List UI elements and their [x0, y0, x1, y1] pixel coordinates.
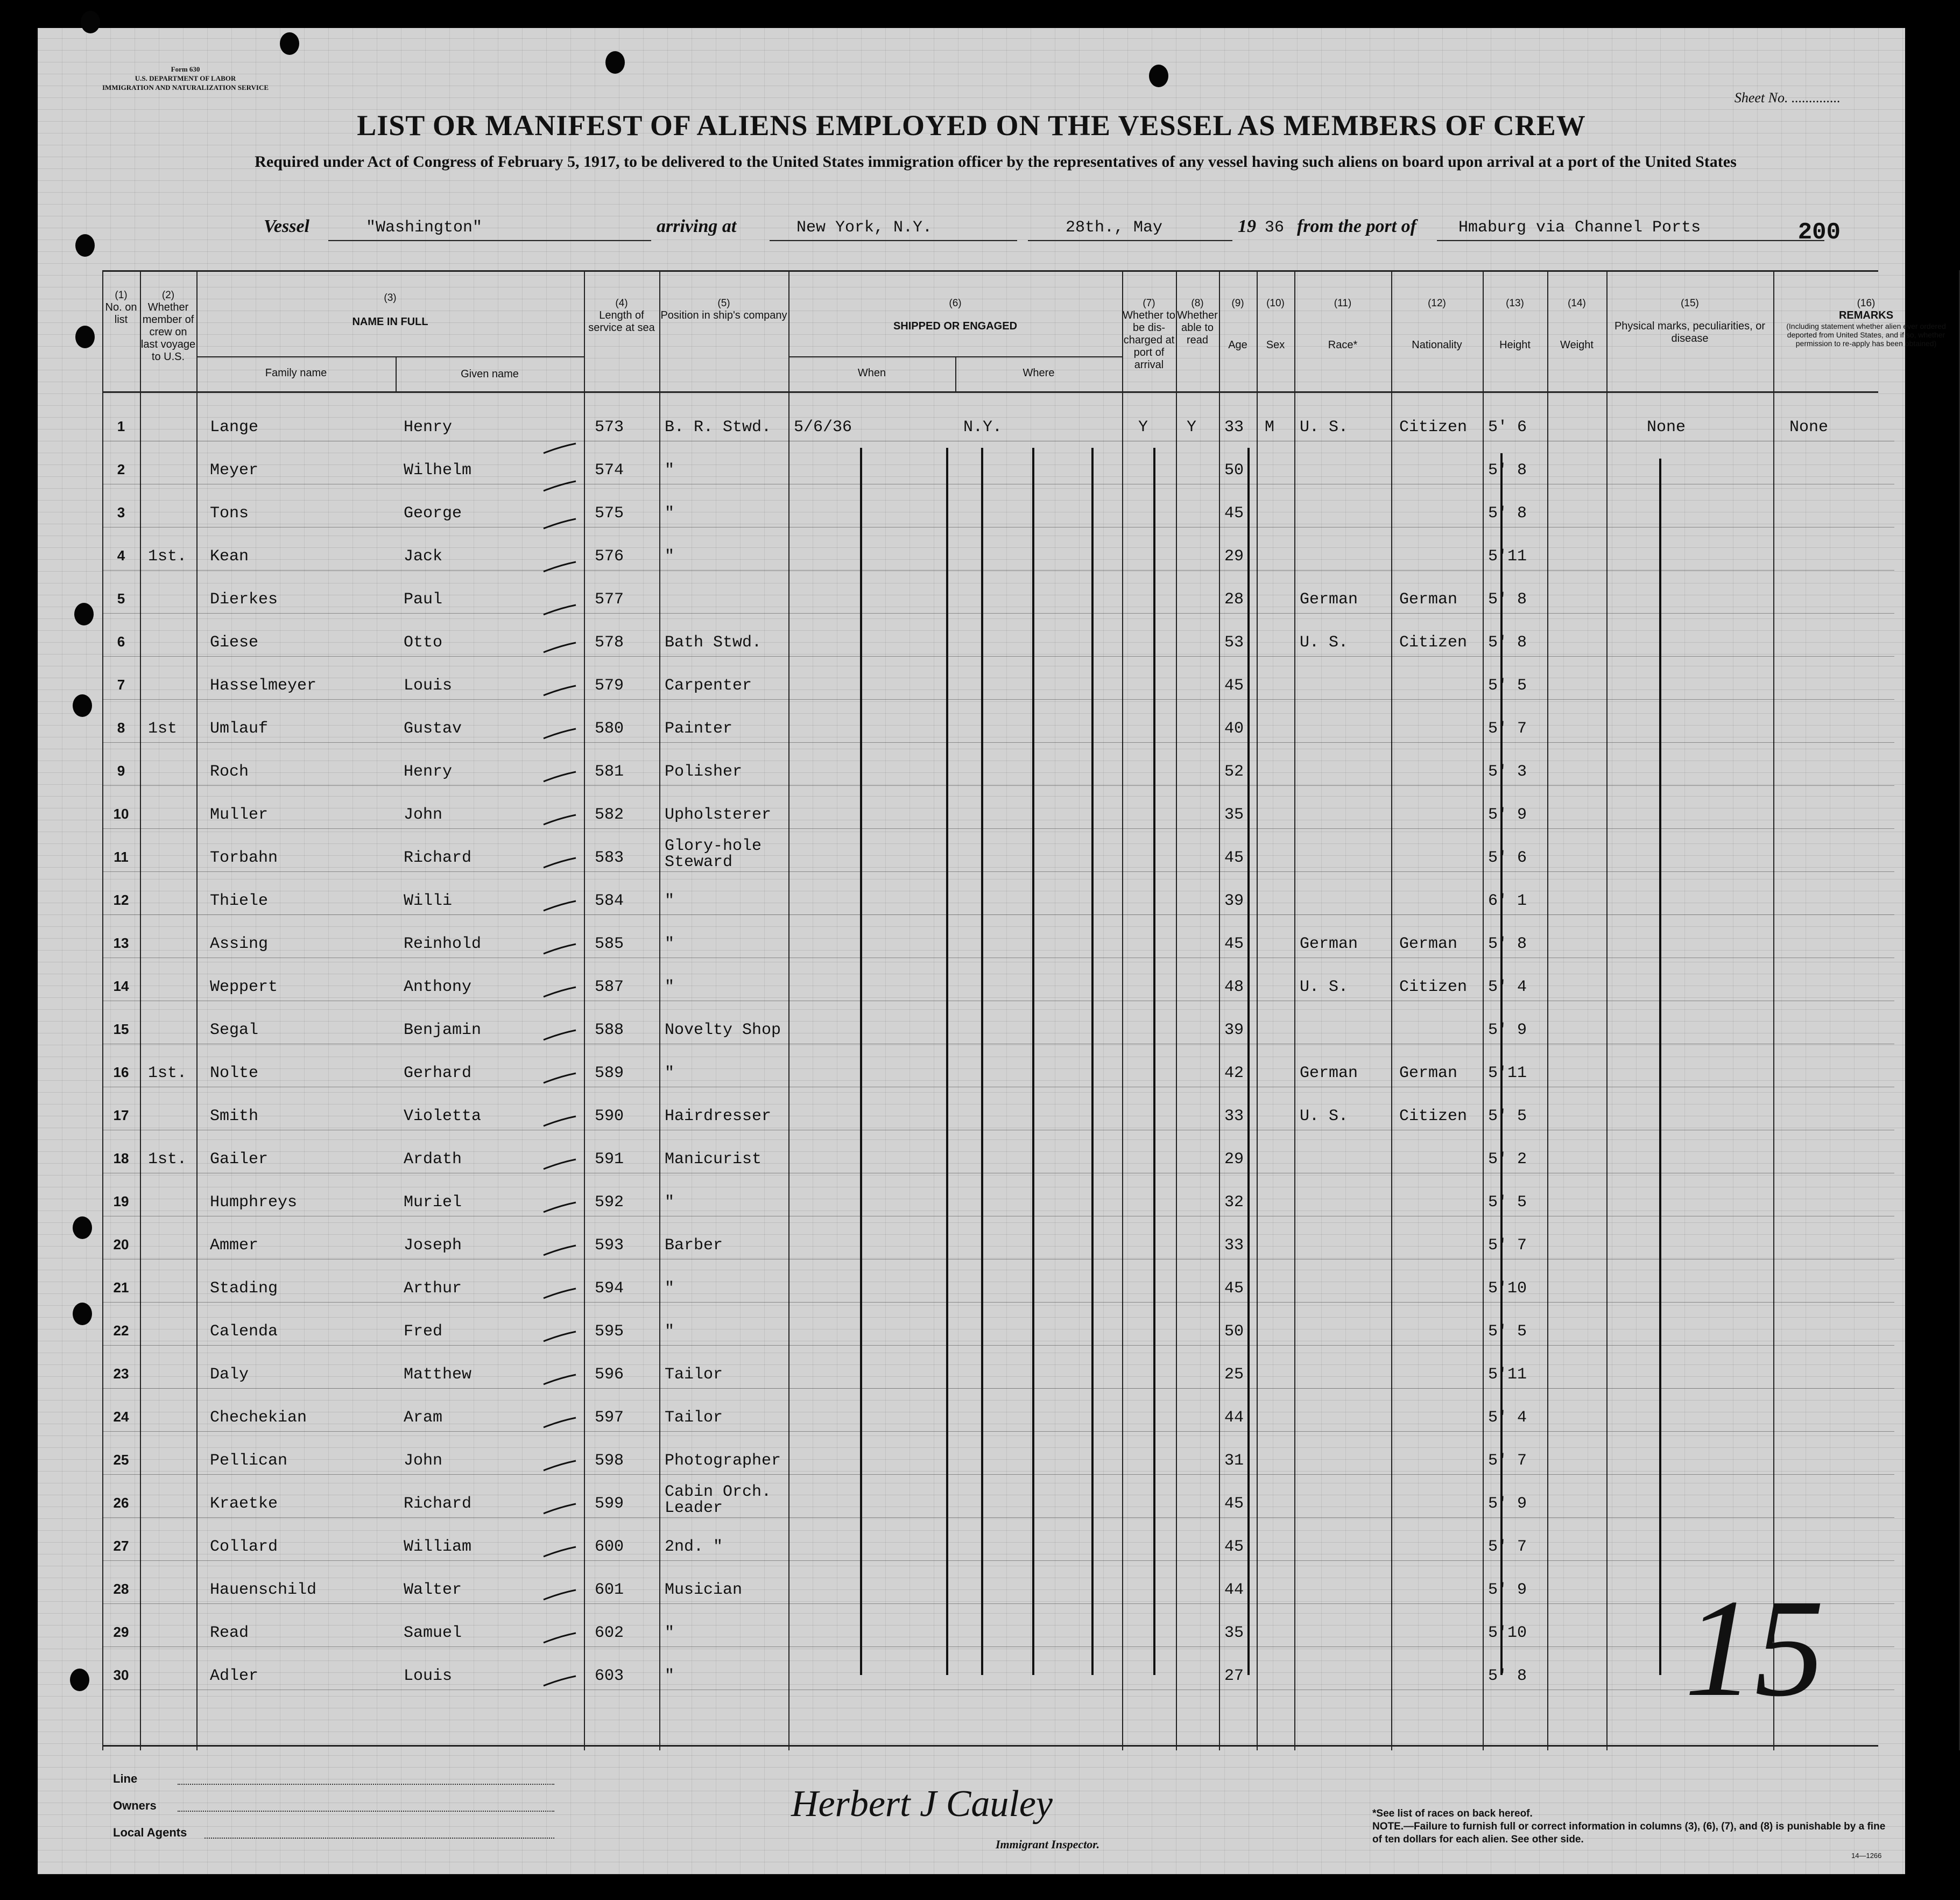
page-title: LIST OR MANIFEST OF ALIENS EMPLOYED ON THE VESSEL AS MEMBERS OF CREW: [357, 109, 1586, 142]
cell-family: Umlauf: [210, 720, 269, 738]
cell-family: Weppert: [210, 978, 278, 996]
cell-position: ": [665, 892, 675, 910]
cell-position: ": [665, 1064, 675, 1082]
cell-no: 8: [117, 720, 125, 736]
cell-given: Gerhard: [404, 1064, 472, 1082]
owners-label: Owners: [113, 1799, 157, 1812]
cell-service: 591: [595, 1150, 624, 1169]
cell-height: 5' 3: [1488, 763, 1527, 781]
cell-race: U. S.: [1300, 634, 1349, 652]
cell-age: 39: [1224, 892, 1244, 910]
cell-no: 21: [113, 1279, 129, 1296]
punch-hole: [75, 234, 95, 257]
cell-service: 590: [595, 1107, 624, 1125]
cell-no: 10: [113, 806, 129, 822]
cell-no: 19: [113, 1193, 129, 1209]
punch-hole: [73, 1303, 92, 1325]
cell-given: John: [404, 806, 443, 824]
cell-no: 25: [113, 1452, 129, 1468]
cell-service: 596: [595, 1366, 624, 1384]
cell-family: Daly: [210, 1366, 249, 1384]
cell-nationality: Citizen: [1399, 418, 1468, 437]
cell-race: U. S.: [1300, 978, 1349, 996]
cell-family: Hasselmeyer: [210, 677, 317, 695]
cell-given: Joseph: [404, 1236, 462, 1255]
cell-last: 1st.: [148, 547, 187, 566]
races-note: *See list of races on back hereof.: [1372, 1808, 1533, 1819]
cell-no: 24: [113, 1409, 129, 1425]
form-code: 14—1266: [1851, 1852, 1882, 1860]
cell-no: 16: [113, 1064, 129, 1080]
punch-hole: [70, 1669, 89, 1691]
cell-given: Richard: [404, 1495, 472, 1513]
punch-hole: [1149, 65, 1168, 87]
cell-no: 3: [117, 504, 125, 520]
cell-family: Calenda: [210, 1322, 278, 1341]
cell-position: ": [665, 935, 675, 953]
sheet-no-label: Sheet No. ..............: [1734, 90, 1841, 105]
cell-last: 1st: [148, 720, 178, 738]
cell-position: Hairdresser: [665, 1107, 772, 1125]
form-number: Form 630: [171, 65, 200, 73]
cell-no: 1: [117, 418, 125, 434]
cell-given: Violetta: [404, 1107, 482, 1125]
header-discharged: (7) Whether to be dis-charged at port of arrival: [1123, 298, 1175, 371]
cell-given: Aram: [404, 1409, 443, 1427]
cell-no: 30: [113, 1667, 129, 1683]
cell-given: Otto: [404, 634, 443, 652]
cell-age: 29: [1224, 1150, 1244, 1169]
cell-service: 601: [595, 1581, 624, 1599]
cell-given: Wilhelm: [404, 461, 472, 480]
cell-height: 5' 4: [1488, 1409, 1527, 1427]
cell-given: Muriel: [404, 1193, 462, 1212]
cell-height: 5' 5: [1488, 1107, 1527, 1125]
header-when: When: [857, 367, 886, 379]
handwritten-marks: [38, 28, 1905, 1874]
cell-service: 589: [595, 1064, 624, 1082]
cell-age: 44: [1224, 1409, 1244, 1427]
cell-height: 5' 8: [1488, 935, 1527, 953]
cell-family: Roch: [210, 763, 249, 781]
cell-service: 580: [595, 720, 624, 738]
cell-marks: None: [1647, 418, 1686, 437]
cell-age: 40: [1224, 720, 1244, 738]
cell-position: Glory-hole Steward: [665, 837, 762, 871]
cell-service: 581: [595, 763, 624, 781]
cell-given: Arthur: [404, 1279, 462, 1298]
cell-age: 45: [1224, 677, 1244, 695]
arrival-date: 28th., May: [1066, 219, 1163, 237]
cell-service: 579: [595, 677, 624, 695]
cell-age: 28: [1224, 590, 1244, 609]
cell-family: Adler: [210, 1667, 259, 1685]
cell-family: Torbahn: [210, 849, 278, 867]
cell-given: Matthew: [404, 1366, 472, 1384]
cell-position: ": [665, 1322, 675, 1341]
cell-given: Louis: [404, 1667, 453, 1685]
cell-no: 9: [117, 763, 125, 779]
cell-height: 5' 8: [1488, 504, 1527, 523]
cell-height: 5'11: [1488, 547, 1527, 566]
cell-height: 5' 4: [1488, 978, 1527, 996]
punch-hole: [280, 32, 299, 55]
cell-no: 7: [117, 677, 125, 693]
cell-service: 583: [595, 849, 624, 867]
cell-position: ": [665, 1193, 675, 1212]
header-length-of-service: (4) Length of service at sea: [588, 298, 655, 334]
cell-service: 595: [595, 1322, 624, 1341]
cell-read: Y: [1187, 418, 1197, 437]
cell-service: 578: [595, 634, 624, 652]
cell-no: 23: [113, 1366, 129, 1382]
header-last-voyage: (2) Whether member of crew on last voyage to U.S.: [140, 290, 196, 363]
cell-given: Ardath: [404, 1150, 462, 1169]
cell-given: Richard: [404, 849, 472, 867]
cell-family: Stading: [210, 1279, 278, 1298]
cell-age: 42: [1224, 1064, 1244, 1082]
header-family-name: Family name: [265, 367, 327, 379]
cell-height: 6' 1: [1488, 892, 1527, 910]
cell-position: ": [665, 547, 675, 566]
cell-no: 6: [117, 634, 125, 650]
cell-no: 5: [117, 590, 125, 607]
cell-height: 5' 9: [1488, 806, 1527, 824]
page-subtitle: Required under Act of Congress of February 5, 1917, to be delivered to the United States immigration officer by the representatives of any vessel having such aliens on board upon arrival at a port of the United States: [255, 153, 1737, 171]
cell-service: 592: [595, 1193, 624, 1212]
header-name-in-full: (3) NAME IN FULL: [352, 292, 428, 328]
cell-age: 45: [1224, 1495, 1244, 1513]
cell-age: 45: [1224, 1538, 1244, 1556]
cell-no: 13: [113, 935, 129, 951]
cell-given: Anthony: [404, 978, 472, 996]
cell-position: Painter: [665, 720, 733, 738]
cell-height: 5'10: [1488, 1624, 1527, 1642]
header-where: Where: [1023, 367, 1055, 379]
cell-family: Smith: [210, 1107, 259, 1125]
header-sex: (10) Sex: [1266, 298, 1285, 351]
from-port: Hmaburg via Channel Ports: [1458, 219, 1701, 237]
cell-race: German: [1300, 1064, 1358, 1082]
cell-age: 45: [1224, 849, 1244, 867]
cell-given: Reinhold: [404, 935, 482, 953]
cell-age: 25: [1224, 1366, 1244, 1384]
cell-service: 593: [595, 1236, 624, 1255]
cell-race: German: [1300, 935, 1358, 953]
footer-note: [1372, 1807, 1889, 1846]
header-weight: (14) Weight: [1560, 298, 1594, 351]
cell-height: 5' 7: [1488, 1538, 1527, 1556]
cell-nationality: Citizen: [1399, 634, 1468, 652]
year-suffix: 36: [1265, 219, 1285, 237]
cell-service: 598: [595, 1452, 624, 1470]
cell-height: 5'11: [1488, 1366, 1527, 1384]
cell-service: 602: [595, 1624, 624, 1642]
header-position: (5) Position in ship's company: [660, 298, 787, 321]
cell-age: 50: [1224, 461, 1244, 480]
cell-remarks: None: [1789, 418, 1829, 437]
cell-family: Collard: [210, 1538, 278, 1556]
cell-family: Segal: [210, 1021, 259, 1039]
cell-family: Dierkes: [210, 590, 278, 609]
cell-height: 5'11: [1488, 1064, 1527, 1082]
local-agents-label: Local Agents: [113, 1826, 187, 1839]
cell-height: 5' 5: [1488, 677, 1527, 695]
cell-where: N.Y.: [963, 418, 1003, 437]
cell-position: Upholsterer: [665, 806, 772, 824]
cell-no: 2: [117, 461, 125, 477]
cell-height: 5' 2: [1488, 1150, 1527, 1169]
cell-service: 575: [595, 504, 624, 523]
cell-position: Photographer: [665, 1452, 781, 1470]
header-height: (13) Height: [1499, 298, 1531, 351]
cell-when: 5/6/36: [794, 418, 852, 437]
cell-family: Giese: [210, 634, 259, 652]
cell-height: 5'10: [1488, 1279, 1527, 1298]
arriving-label: arriving at: [657, 216, 737, 236]
manifest-sheet: [38, 28, 1946, 1874]
cell-position: 2nd. ": [665, 1538, 723, 1556]
cell-family: Ammer: [210, 1236, 259, 1255]
cell-service: 585: [595, 935, 624, 953]
from-port-label: from the port of: [1297, 216, 1416, 236]
header-race: (11) Race*: [1328, 298, 1358, 351]
cell-age: 32: [1224, 1193, 1244, 1212]
cell-given: John: [404, 1452, 443, 1470]
cell-given: Walter: [404, 1581, 462, 1599]
cell-given: George: [404, 504, 462, 523]
cell-age: 35: [1224, 1624, 1244, 1642]
cell-height: 5' 7: [1488, 1236, 1527, 1255]
cell-no: 28: [113, 1581, 129, 1597]
cell-family: Chechekian: [210, 1409, 307, 1427]
cell-no: 11: [114, 849, 129, 865]
cell-family: Humphreys: [210, 1193, 298, 1212]
cell-service: 582: [595, 806, 624, 824]
cell-height: 5' 6: [1488, 418, 1527, 437]
cell-age: 29: [1224, 547, 1244, 566]
cell-service: 577: [595, 590, 624, 609]
cell-nationality: German: [1399, 1064, 1458, 1082]
cell-height: 5' 8: [1488, 634, 1527, 652]
cell-position: Tailor: [665, 1366, 723, 1384]
punch-hole: [81, 11, 100, 33]
cell-no: 26: [113, 1495, 129, 1511]
cell-age: 45: [1224, 504, 1244, 523]
cell-family: Read: [210, 1624, 249, 1642]
cell-position: ": [665, 1667, 675, 1685]
header-physical-marks: (15) Physical marks, peculiarities, or disease: [1614, 298, 1766, 344]
cell-height: 5' 8: [1488, 590, 1527, 609]
cell-position: ": [665, 978, 675, 996]
cell-height: 5' 8: [1488, 1667, 1527, 1685]
cell-age: 31: [1224, 1452, 1244, 1470]
cell-family: Assing: [210, 935, 269, 953]
header-no-on-list: (1) No. on list: [105, 290, 137, 326]
cell-last: 1st.: [148, 1150, 187, 1169]
cell-family: Nolte: [210, 1064, 259, 1082]
cell-family: Thiele: [210, 892, 269, 910]
cell-position: Cabin Orch. Leader: [665, 1483, 772, 1517]
penalty-note: NOTE.—Failure to furnish full or correct information in columns (3), (6), (7), and (8) is punishable by a fine of ten dollars for each alien. See other side.: [1372, 1821, 1886, 1845]
cell-given: Willi: [404, 892, 453, 910]
cell-family: Kraetke: [210, 1495, 278, 1513]
cell-given: Fred: [404, 1322, 443, 1341]
cell-position: Carpenter: [665, 677, 752, 695]
punch-hole: [73, 1216, 92, 1239]
cell-service: 588: [595, 1021, 624, 1039]
cell-given: Samuel: [404, 1624, 462, 1642]
cell-age: 50: [1224, 1322, 1244, 1341]
cell-age: 35: [1224, 806, 1244, 824]
cell-position: ": [665, 1279, 675, 1298]
cell-height: 5' 6: [1488, 849, 1527, 867]
inspector-label: Immigrant Inspector.: [996, 1838, 1100, 1851]
department-name: U.S. DEPARTMENT OF LABOR: [135, 74, 236, 82]
cell-service: 594: [595, 1279, 624, 1298]
cell-height: 5' 9: [1488, 1495, 1527, 1513]
cell-given: Paul: [404, 590, 443, 609]
header-remarks: (16) REMARKS (Including statement whether alien ever ordered deported from United States, and if so, whether permission to re-apply has been obtained): [1786, 298, 1946, 348]
cell-height: 5' 5: [1488, 1193, 1527, 1212]
cell-race: German: [1300, 590, 1358, 609]
header-age: (9) Age: [1228, 298, 1247, 351]
cell-position: Polisher: [665, 763, 743, 781]
cell-family: Pellican: [210, 1452, 288, 1470]
cell-position: Tailor: [665, 1409, 723, 1427]
check-marks: [544, 444, 576, 1686]
header-shipped-or-engaged: (6) SHIPPED OR ENGAGED: [893, 298, 1018, 332]
cell-given: Gustav: [404, 720, 462, 738]
cell-age: 45: [1224, 935, 1244, 953]
cell-service: 584: [595, 892, 624, 910]
cell-age: 45: [1224, 1279, 1244, 1298]
cell-height: 5' 5: [1488, 1322, 1527, 1341]
cell-service: 599: [595, 1495, 624, 1513]
cell-age: 27: [1224, 1667, 1244, 1685]
cell-height: 5' 7: [1488, 1452, 1527, 1470]
cell-no: 12: [113, 892, 129, 908]
cell-position: Barber: [665, 1236, 723, 1255]
cell-given: William: [404, 1538, 472, 1556]
cell-age: 44: [1224, 1581, 1244, 1599]
cell-position: ": [665, 504, 675, 523]
cell-age: 39: [1224, 1021, 1244, 1039]
cell-service: 587: [595, 978, 624, 996]
cell-height: 5' 8: [1488, 461, 1527, 480]
cell-height: 5' 9: [1488, 1581, 1527, 1599]
cell-position: Musician: [665, 1581, 743, 1599]
cell-sex: M: [1265, 418, 1275, 437]
cell-race: U. S.: [1300, 1107, 1349, 1125]
cell-no: 22: [113, 1322, 129, 1339]
cell-service: 574: [595, 461, 624, 480]
cell-age: 33: [1224, 1107, 1244, 1125]
cell-service: 603: [595, 1667, 624, 1685]
cell-no: 17: [113, 1107, 129, 1123]
cell-race: U. S.: [1300, 418, 1349, 437]
cell-family: Lange: [210, 418, 259, 437]
cell-position: Manicurist: [665, 1150, 762, 1169]
ditto-lines: [861, 448, 1660, 1675]
cell-position: ": [665, 1624, 675, 1642]
vessel-label: Vessel: [264, 216, 309, 236]
cell-nationality: German: [1399, 935, 1458, 953]
cell-given: Benjamin: [404, 1021, 482, 1039]
cell-family: Kean: [210, 547, 249, 566]
sheet-number: 200: [1797, 219, 1841, 246]
arriving-port: New York, N.Y.: [796, 219, 933, 237]
cell-no: 29: [113, 1624, 129, 1640]
header-given-name: Given name: [461, 368, 519, 380]
cell-no: 14: [113, 978, 129, 994]
cell-given: Henry: [404, 763, 453, 781]
cell-position: B. R. Stwd.: [665, 418, 772, 437]
footer: [113, 1772, 1889, 1869]
cell-no: 27: [113, 1538, 129, 1554]
year-prefix: 19: [1238, 216, 1256, 236]
punch-hole: [73, 694, 92, 717]
vessel-name: "Washington": [366, 219, 483, 237]
cell-service: 597: [595, 1409, 624, 1427]
cell-given: Jack: [404, 547, 443, 566]
cell-age: 52: [1224, 763, 1244, 781]
cell-service: 573: [595, 418, 624, 437]
cell-family: Meyer: [210, 461, 259, 480]
cell-position: Novelty Shop: [665, 1021, 781, 1039]
cell-given: Henry: [404, 418, 453, 437]
cell-no: 18: [113, 1150, 129, 1166]
cell-position: ": [665, 461, 675, 480]
punch-hole: [605, 51, 625, 74]
cell-nationality: German: [1399, 590, 1458, 609]
cell-last: 1st.: [148, 1064, 187, 1082]
cell-service: 576: [595, 547, 624, 566]
punch-hole: [75, 326, 95, 348]
cell-service: 600: [595, 1538, 624, 1556]
cell-age: 48: [1224, 978, 1244, 996]
line-label: Line: [113, 1772, 138, 1785]
cell-nationality: Citizen: [1399, 1107, 1468, 1125]
cell-family: Hauenschild: [210, 1581, 317, 1599]
cell-family: Gailer: [210, 1150, 269, 1169]
cell-height: 5' 7: [1488, 720, 1527, 738]
cell-no: 15: [113, 1021, 129, 1037]
handwritten-count: 15: [1684, 1571, 1824, 1726]
inspector-signature: Herbert J Cauley: [791, 1783, 1053, 1825]
header-nationality: (12) Nationality: [1412, 298, 1462, 351]
cell-family: Muller: [210, 806, 269, 824]
cell-family: Tons: [210, 504, 249, 523]
punch-hole: [74, 603, 94, 625]
cell-no: 4: [117, 547, 125, 564]
cell-age: 33: [1224, 418, 1244, 437]
header-able-to-read: (8) Whether able to read: [1177, 298, 1218, 346]
cell-height: 5' 9: [1488, 1021, 1527, 1039]
cell-age: 53: [1224, 634, 1244, 652]
service-name: IMMIGRATION AND NATURALIZATION SERVICE: [102, 83, 269, 92]
cell-given: Louis: [404, 677, 453, 695]
cell-nationality: Citizen: [1399, 978, 1468, 996]
cell-no: 20: [113, 1236, 129, 1252]
cell-position: Bath Stwd.: [665, 634, 762, 652]
cell-disch: Y: [1138, 418, 1148, 437]
cell-age: 33: [1224, 1236, 1244, 1255]
